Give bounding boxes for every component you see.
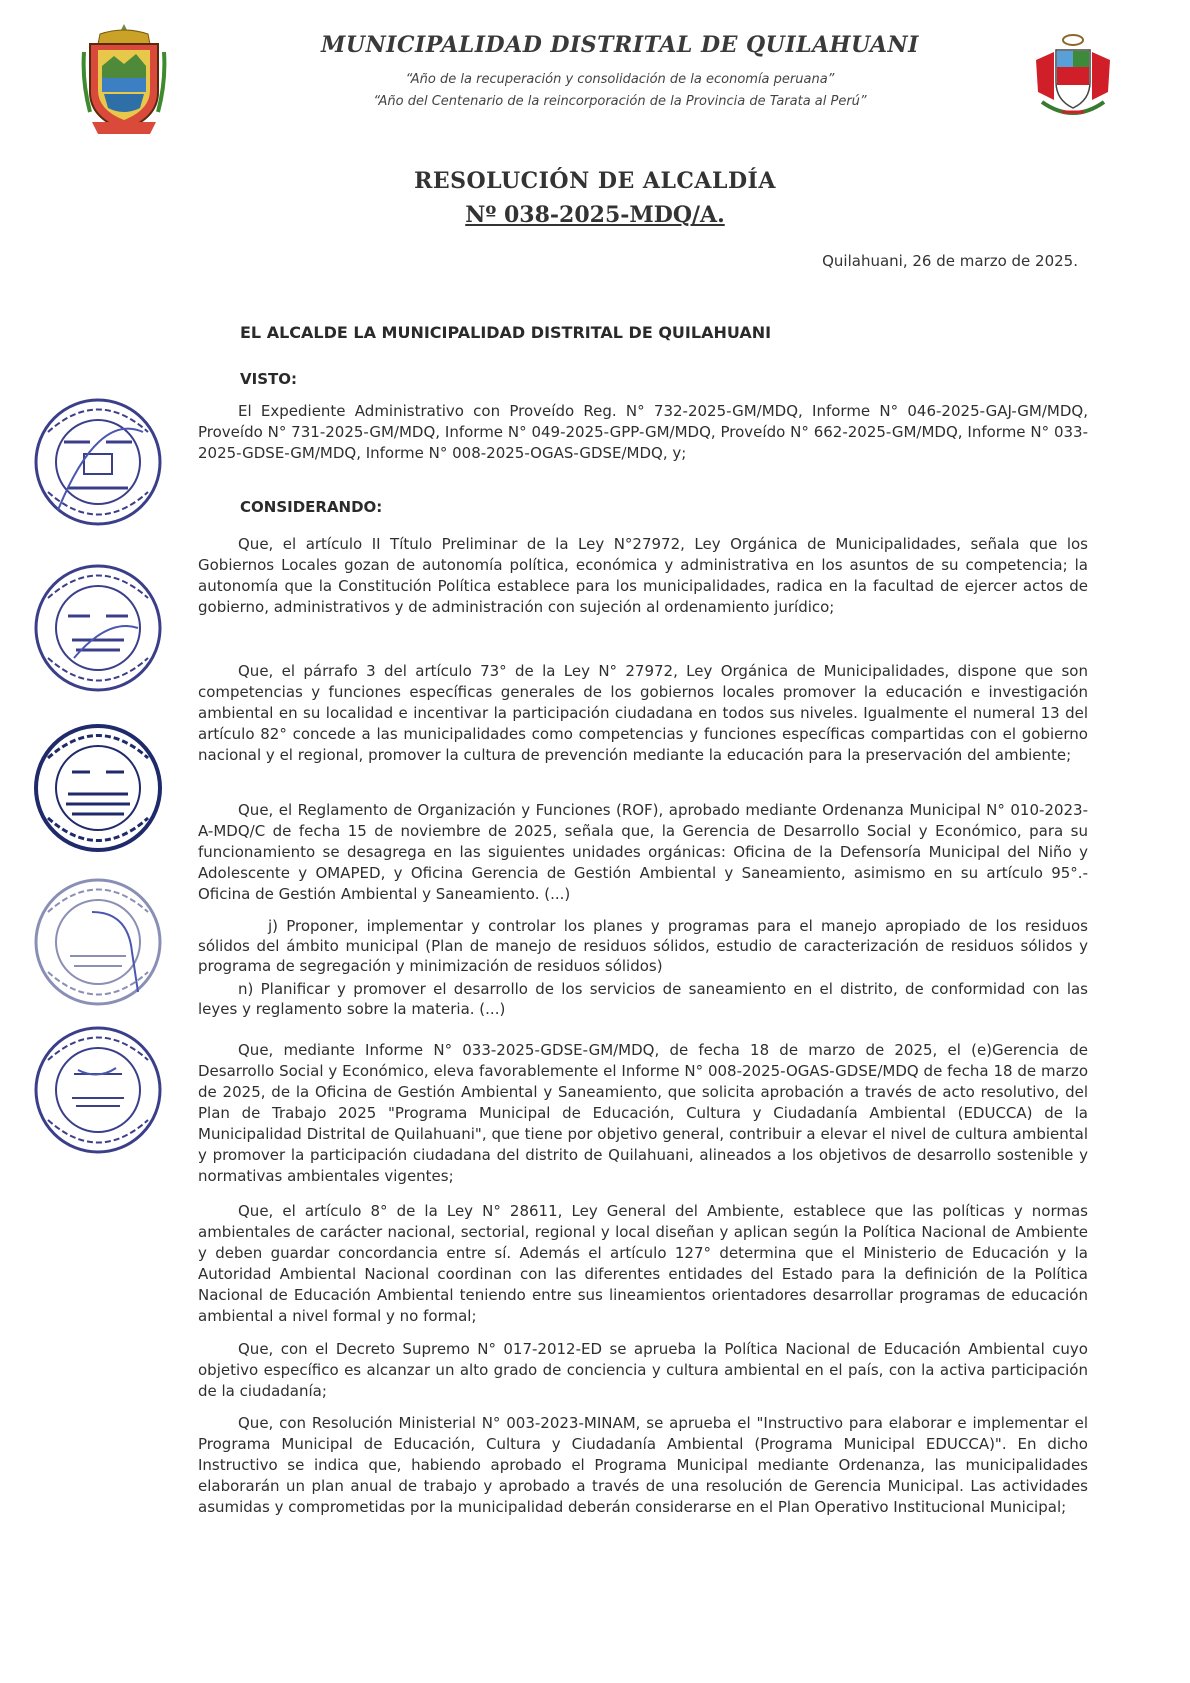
considerando-heading: CONSIDERANDO: <box>240 498 383 516</box>
considerando-paragraph: Que, el artículo II Título Preliminar de la Ley N°27972, Ley Orgánica de Municipalidades, señala que los Gobiernos Locales gozan de autonomía política, económica y administrativa en los asuntos de su competencia; la autonomía que la Constitución Política establece para los municipalidades, radica en la facultad de ejercer actos de gobierno, administrativos y de administración con sujeción al ordenamiento jurídico; <box>198 535 1088 616</box>
visto-text: El Expediente Administrativo con Proveído Reg. N° 732-2025-GM/MDQ, Informe N° 046-2025-GAJ-GM/MDQ, Proveído N° 731-2025-GM/MDQ, Informe N° 049-2025-GPP-GM/MDQ, Proveído N° 662-2025-GM/MDQ, Informe N° 033-2025-GDSE-GM/MDQ, Informe N° 008-2025-OGAS-GDSE/MDQ, y; <box>198 402 1088 462</box>
considerando-paragraph: Que, con el Decreto Supremo N° 017-2012-ED se aprueba la Política Nacional de Educación Ambiental cuyo objetivo específico es alcanzar un alto grado de conciencia y cultura ambiental en el país, con la activa participación de la ciudadanía; <box>198 1340 1088 1400</box>
considerando-paragraph: Que, con Resolución Ministerial N° 003-2023-MINAM, se aprueba el "Instructivo para elaborar e implementar el Programa Municipal de Educación, Cultura y Ciudadanía Ambiental (Programa Municipal EDUCCA)". En dicho Instructivo se indica que, habiendo aprobado el Programa Municipal mediante Ordenanza, las municipalidades elaborarán un plan anual de trabajo y aprobado a través de una resolución de Gerencia Municipal. Las actividades asumidas y comprometidas por la municipalidad deberán considerarse en el Plan Operativo Institucional Municipal; <box>198 1414 1088 1516</box>
municipality-name: MUNICIPALIDAD DISTRITAL DE QUILAHUANI <box>321 32 919 58</box>
considerando-paragraph: Que, el párrafo 3 del artículo 73° de la Ley N° 27972, Ley Orgánica de Municipalidades, dispone que son competencias y funciones específicas generales de los gobiernos locales promover la educación e investigación ambiental en su localidad e incentivar la participación ciudadana en todos sus niveles. Igualmente el numeral 13 del artículo 82° concede a las municipalidades como competencias y funciones específicas compartidas con el gobierno nacional y el regional, promover la cultura de prevención mediante la educación para la preservación del ambiente; <box>198 662 1088 764</box>
issuer-heading: EL ALCALDE LA MUNICIPALIDAD DISTRITAL DE QUILAHUANI <box>240 323 772 342</box>
resolution-date: Quilahuani, 26 de marzo de 2025. <box>822 252 1078 270</box>
seal-asesoria-juridica-stamp <box>28 718 168 858</box>
seal-alcaldia-stamp <box>28 392 168 532</box>
seal-desarrollo-social-stamp <box>28 1020 168 1160</box>
motto-line-1: “Año de la recuperación y consolidación de la economía peruana” <box>405 72 835 87</box>
rof-item-n: n) Planificar y promover el desarrollo de los servicios de saneamiento en el distrito, de conformidad con las leyes y reglamento sobre la materia. (...) <box>198 980 1088 1018</box>
considerando-paragraph: Que, el artículo 8° de la Ley N° 28611, Ley General del Ambiente, establece que las políticas y normas ambientales de carácter nacional, sectorial, regional y local diseñan y aplican según la Política Nacional de Ambiente y deben guardar concordancia entre sí. Además el artículo 127° determina que el Ministerio de Educación y la Autoridad Ambiental Nacional coordinan con las diferentes entidades del Estado para la definición de la Política Nacional de Educación Ambiental teniendo entre sus lineamientos orientadores desarrollar programas de educación ambiental a nivel formal y no formal; <box>198 1202 1088 1325</box>
district-coat-of-arms-icon <box>80 22 168 140</box>
seal-presupuesto-stamp <box>28 872 168 1012</box>
visto-heading: VISTO: <box>240 370 297 388</box>
peru-coat-of-arms-icon <box>1032 30 1114 125</box>
motto-line-2: “Año del Centenario de la reincorporación de la Provincia de Tarata al Perú” <box>373 94 867 109</box>
seal-gerencia-municipal-stamp <box>28 558 168 698</box>
rof-item-j: j) Proponer, implementar y controlar los planes y programas para el manejo apropiado de los residuos sólidos del ámbito municipal (Plan de manejo de residuos sólidos, estudio de caracterización de residuos sólidos y programa de segregación y minimización de residuos sólidos) <box>198 917 1088 975</box>
resolution-number: Nº 038-2025-MDQ/A. <box>465 202 725 228</box>
considerando-paragraph: Que, el Reglamento de Organización y Funciones (ROF), aprobado mediante Ordenanza Municipal N° 010-2023-A-MDQ/C de fecha 15 de noviembre de 2025, señala que, la Gerencia de Desarrollo Social y Económico, para su funcionamiento se desagrega en las siguientes unidades orgánicas: Oficina de la Defensoría Municipal del Niño y Adolescente y OMAPED, y Oficina Gerencia de Gestión Ambiental y Saneamiento, asimismo en su artículo 95°.- Oficina de Gestión Ambiental y Saneamiento. (...) <box>198 801 1088 903</box>
resolution-title: RESOLUCIÓN DE ALCALDÍA <box>414 168 776 194</box>
considerando-paragraph: Que, mediante Informe N° 033-2025-GDSE-GM/MDQ, de fecha 18 de marzo de 2025, el (e)Gerencia de Desarrollo Social y Económico, eleva favorablemente el Informe N° 008-2025-OGAS-GDSE/MDQ de fecha 18 de marzo de 2025, de la Oficina de Gestión Ambiental y Saneamiento, que solicita aprobación a través de acto resolutivo, del Plan de Trabajo 2025 "Programa Municipal de Educación, Cultura y Ciudadanía Ambiental (EDUCCA) de la Municipalidad Distrital de Quilahuani", que tiene por objetivo general, contribuir a elevar el nivel de cultura ambiental y promover la participación ciudadana del distrito de Quilahuani, alineados a los objetivos de desarrollo sostenible y normativas ambientales vigentes; <box>198 1041 1088 1185</box>
